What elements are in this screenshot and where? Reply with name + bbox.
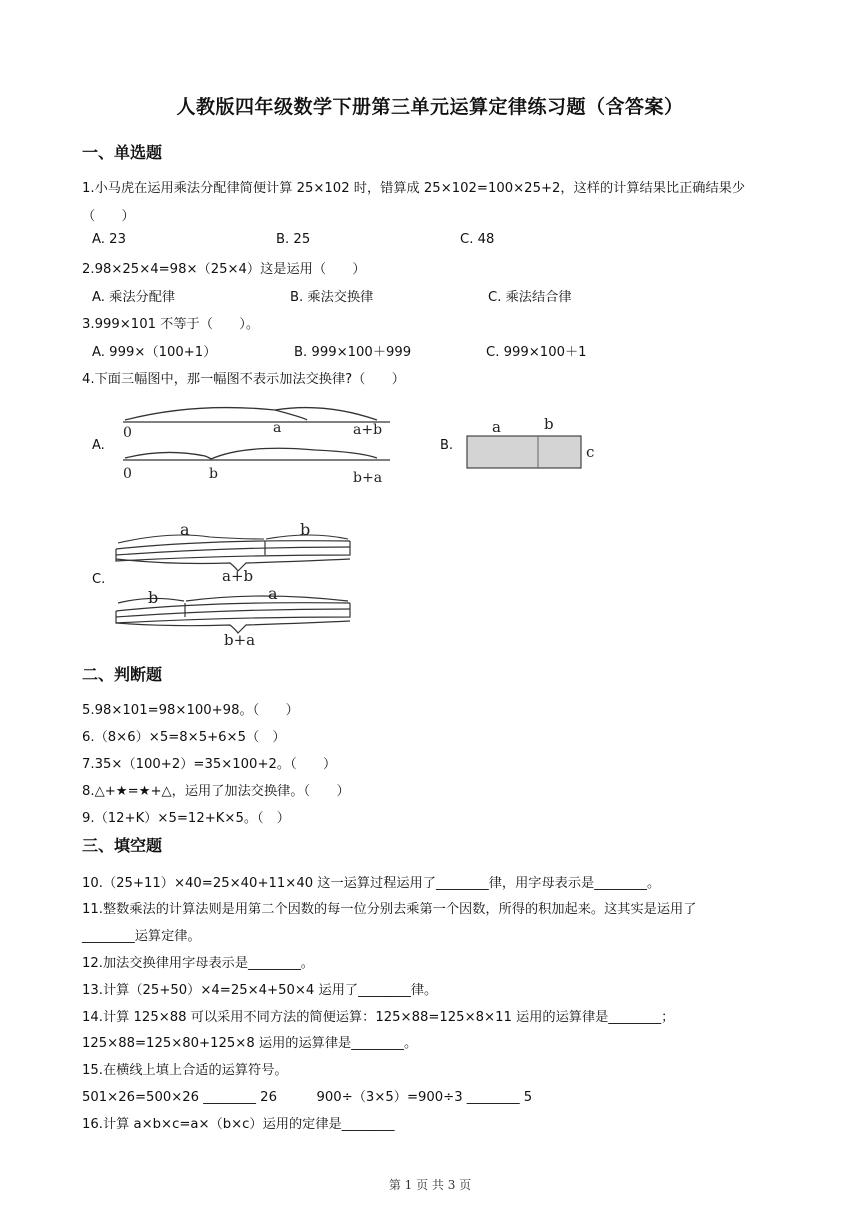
q3-option-c: C. 999×100＋1 bbox=[486, 345, 587, 360]
figure-b-rectangle bbox=[462, 410, 612, 478]
q1-option-b: B. 25 bbox=[276, 232, 311, 247]
question-14-line-2: 125×88=125×80+125×8 运用的运算律是________。 bbox=[82, 1036, 418, 1051]
figure-c-label: C. bbox=[92, 572, 106, 587]
q3-option-b: B. 999×100＋999 bbox=[294, 345, 412, 360]
question-10: 10.（25+11）×40=25×40+11×40 这一运算过程运用了________律，用字母表示是________。 bbox=[82, 876, 661, 891]
page-footer: 第 1 页 共 3 页 bbox=[388, 1178, 472, 1192]
figure-b-label: B. bbox=[440, 438, 454, 453]
figure-c-bars bbox=[110, 515, 360, 650]
figure-b-label-a: a bbox=[492, 418, 501, 436]
figure-a-zero-bottom: 0 bbox=[123, 466, 132, 482]
question-9: 9.（12+K）×5=12+K×5。（ ） bbox=[82, 811, 290, 826]
question-16: 16.计算 a×b×c=a×（b×c）运用的定律是________ bbox=[82, 1117, 395, 1132]
question-1-paren: （ ） bbox=[82, 209, 135, 224]
question-11-line-1: 11.整数乘法的计算法则是用第二个因数的每一位分别去乘第一个因数，所得的积加起来。这其实是运用了 bbox=[82, 902, 697, 917]
figure-a-label-b: b bbox=[209, 466, 218, 482]
q2-option-a: A. 乘法分配律 bbox=[92, 290, 176, 305]
question-1-text: 1.小马虎在运用乘法分配律简便计算 25×102 时，错算成 25×102=100×25+2，这样的计算结果比正确结果少 bbox=[82, 181, 746, 196]
figure-c-label-b-plus-a: b+a bbox=[224, 631, 256, 649]
figure-a-label-a: a bbox=[273, 420, 282, 436]
question-3-text: 3.999×101 不等于（ ）。 bbox=[82, 317, 260, 332]
figure-c-label-a-plus-b: a+b bbox=[222, 567, 254, 585]
question-11-line-2: ________运算定律。 bbox=[82, 929, 201, 944]
figure-c-label-b-top: b bbox=[300, 520, 311, 539]
question-2-text: 2.98×25×4=98×（25×4）这是运用（ ） bbox=[82, 262, 366, 277]
question-8: 8.△+★=★+△，运用了加法交换律。（ ） bbox=[82, 784, 350, 799]
question-12: 12.加法交换律用字母表示是________。 bbox=[82, 956, 314, 971]
q2-option-b: B. 乘法交换律 bbox=[290, 290, 374, 305]
q1-option-c: C. 48 bbox=[460, 232, 495, 247]
figure-c-label-b-bottom: b bbox=[148, 588, 159, 607]
question-6: 6.（8×6）×5=8×5+6×5（ ） bbox=[82, 730, 286, 745]
figure-a-label: A. bbox=[92, 438, 105, 453]
figure-c-label-a-bottom: a bbox=[268, 584, 278, 603]
question-13: 13.计算（25+50）×4=25×4+50×4 运用了________律。 bbox=[82, 983, 438, 998]
figure-b-label-b: b bbox=[544, 415, 554, 433]
question-15-expressions: 501×26=500×26 ________ 26 900÷（3×5）=900÷3 ________ 5 bbox=[82, 1090, 533, 1105]
section-heading-fill-blank: 三、填空题 bbox=[82, 836, 163, 855]
question-4-text: 4.下面三幅图中，那一幅图不表示加法交换律?（ ） bbox=[82, 372, 405, 387]
question-14-line-1: 14.计算 125×88 可以采用不同方法的简便运算：125×88=125×8×11 运用的运算律是________； bbox=[82, 1010, 675, 1025]
figure-a-number-lines bbox=[115, 398, 395, 490]
section-heading-judgement: 二、判断题 bbox=[82, 665, 163, 684]
question-5: 5.98×101=98×100+98。（ ） bbox=[82, 703, 299, 718]
q3-option-a: A. 999×（100+1） bbox=[92, 345, 217, 360]
figure-a-zero-top: 0 bbox=[123, 425, 132, 441]
q2-option-c: C. 乘法结合律 bbox=[488, 290, 572, 305]
page-title: 人教版四年级数学下册第三单元运算定律练习题（含答案） bbox=[176, 96, 684, 118]
figure-b-label-c: c bbox=[586, 443, 595, 461]
figure-a-label-a-plus-b: a+b bbox=[353, 422, 383, 438]
question-15: 15.在横线上填上合适的运算符号。 bbox=[82, 1063, 288, 1078]
q1-option-a: A. 23 bbox=[92, 232, 126, 247]
section-heading-single-choice: 一、单选题 bbox=[82, 143, 163, 162]
question-7: 7.35×（100+2）=35×100+2。（ ） bbox=[82, 757, 337, 772]
figure-a-label-b-plus-a: b+a bbox=[353, 470, 383, 486]
figure-c-label-a-top: a bbox=[180, 520, 190, 539]
